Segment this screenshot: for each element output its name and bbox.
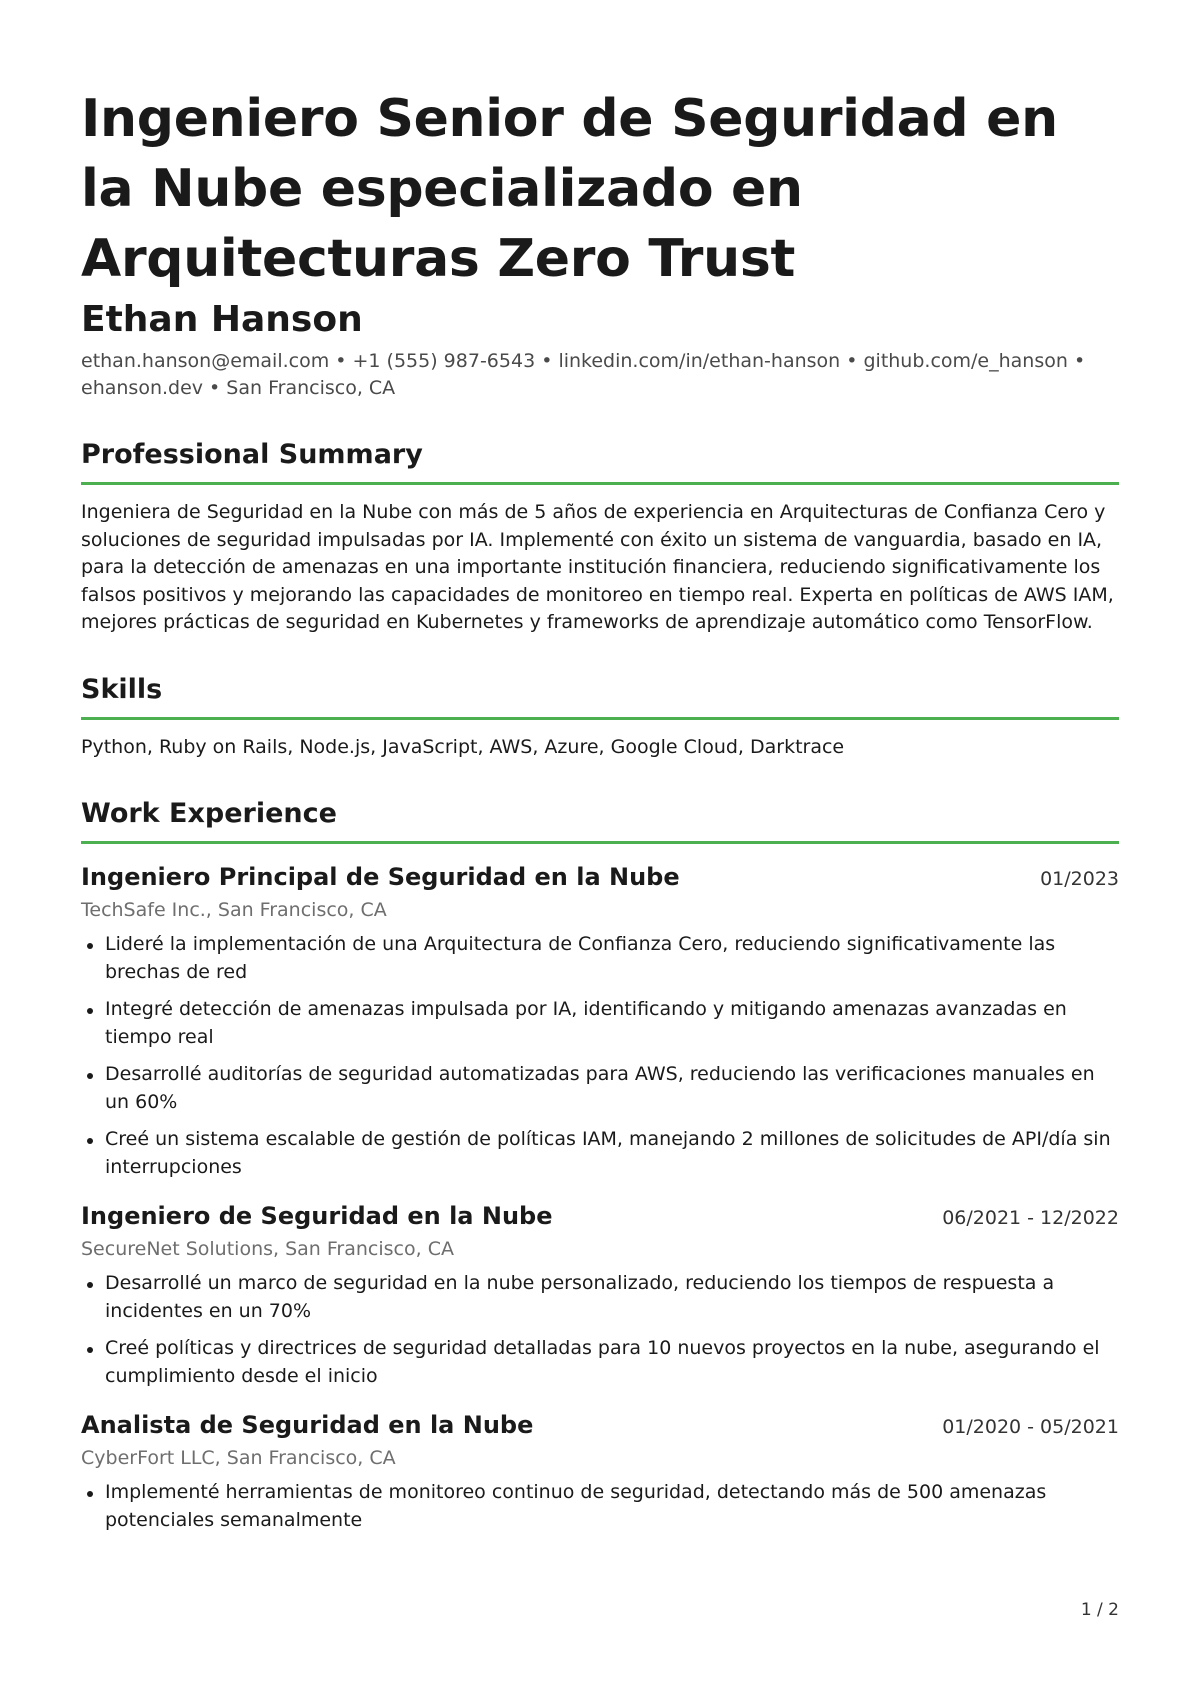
job-bullets xyxy=(81,931,1119,1181)
bullet-text: Lideré la implementación de una Arquitectura de Confianza Cero, reduciendo significativamente las brechas de red xyxy=(105,933,1056,983)
bullet-icon xyxy=(87,1073,93,1079)
skills-heading: Skills xyxy=(81,671,1119,720)
job-bullet xyxy=(81,1270,1119,1325)
job-bullet xyxy=(81,1479,1119,1534)
skills-text: Python, Ruby on Rails, Node.js, JavaScript, AWS, Azure, Google Cloud, Darktrace xyxy=(81,735,845,758)
bullet-icon xyxy=(87,1138,93,1144)
job-dates: 01/2023 xyxy=(1040,868,1119,890)
job-title: Ingeniero de Seguridad en la Nube xyxy=(81,1202,553,1230)
experience-section xyxy=(81,795,1119,1534)
bullet-text: Implementé herramientas de monitoreo continuo de seguridad, detectando más de 500 amenazas potenciales semanalmente xyxy=(105,1481,1047,1531)
bullet-icon xyxy=(87,1491,93,1497)
job-company: CyberFort LLC, San Francisco, CA xyxy=(81,1447,396,1469)
job-company: TechSafe Inc., San Francisco, CA xyxy=(81,899,387,921)
contact-line-2: ehanson.dev • San Francisco, CA xyxy=(81,377,396,399)
bullet-icon xyxy=(87,1008,93,1014)
job-title: Analista de Seguridad en la Nube xyxy=(81,1411,534,1439)
bullet-text: Desarrollé auditorías de seguridad automatizadas para AWS, reduciendo las verificaciones manuales en un 60% xyxy=(105,1063,1095,1113)
page-number: 1 / 2 xyxy=(1080,1600,1119,1620)
job-bullet xyxy=(81,996,1119,1051)
resume-page xyxy=(81,84,1119,1544)
contact-line-1: ethan.hanson@email.com • +1 (555) 987-6543 • linkedin.com/in/ethan-hanson • github.com/e_hanson • xyxy=(81,350,1086,372)
job-title: Ingeniero Principal de Seguridad en la Nube xyxy=(81,863,680,891)
experience-heading: Work Experience xyxy=(81,795,1119,844)
summary-text: Ingeniera de Seguridad en la Nube con más de 5 años de experiencia en Arquitecturas de Confianza Cero y soluciones de seguridad impulsadas por IA. Implementé con éxito un sistema de vanguardia, basado en IA, para la detección de amenazas en una importante institución financiera, reduciendo significativamente los falsos positivos y mejorando las capacidades de monitoreo en tiempo real. Experta en políticas de AWS IAM, mejores prácticas de seguridad en Kubernetes y frameworks de aprendizaje automático como TensorFlow. xyxy=(81,501,1114,633)
contact-info xyxy=(81,348,1119,402)
summary-section xyxy=(81,436,1119,637)
bullet-text: Desarrollé un marco de seguridad en la nube personalizado, reduciendo los tiempos de respuesta a incidentes en un 70% xyxy=(105,1272,1055,1322)
job-bullet xyxy=(81,1126,1119,1181)
job-company: SecureNet Solutions, San Francisco, CA xyxy=(81,1238,454,1260)
bullet-icon xyxy=(87,943,93,949)
job-entry xyxy=(81,860,1119,1181)
bullet-icon xyxy=(87,1282,93,1288)
candidate-name: Ethan Hanson xyxy=(81,299,363,340)
job-bullet xyxy=(81,931,1119,986)
job-header xyxy=(81,1199,1119,1233)
job-bullets xyxy=(81,1270,1119,1390)
job-list xyxy=(81,860,1119,1534)
summary-heading: Professional Summary xyxy=(81,436,1119,485)
bullet-text: Integré detección de amenazas impulsada por IA, identificando y mitigando amenazas avanzadas en tiempo real xyxy=(105,998,1067,1048)
bullet-icon xyxy=(87,1347,93,1353)
job-header xyxy=(81,1408,1119,1442)
job-bullets xyxy=(81,1479,1119,1534)
job-bullet xyxy=(81,1335,1119,1390)
job-dates: 01/2020 - 05/2021 xyxy=(942,1416,1119,1438)
job-header xyxy=(81,860,1119,894)
job-entry xyxy=(81,1408,1119,1534)
skills-section xyxy=(81,671,1119,762)
job-bullet xyxy=(81,1061,1119,1116)
job-entry xyxy=(81,1199,1119,1390)
bullet-text: Creé políticas y directrices de seguridad detalladas para 10 nuevos proyectos en la nube, asegurando el cumplimiento desde el inicio xyxy=(105,1337,1100,1387)
resume-title: Ingeniero Senior de Seguridad en la Nube especializado en Arquitecturas Zero Trust xyxy=(81,89,1058,289)
job-dates: 06/2021 - 12/2022 xyxy=(942,1207,1119,1229)
bullet-text: Creé un sistema escalable de gestión de políticas IAM, manejando 2 millones de solicitudes de API/día sin interrupciones xyxy=(105,1128,1111,1178)
